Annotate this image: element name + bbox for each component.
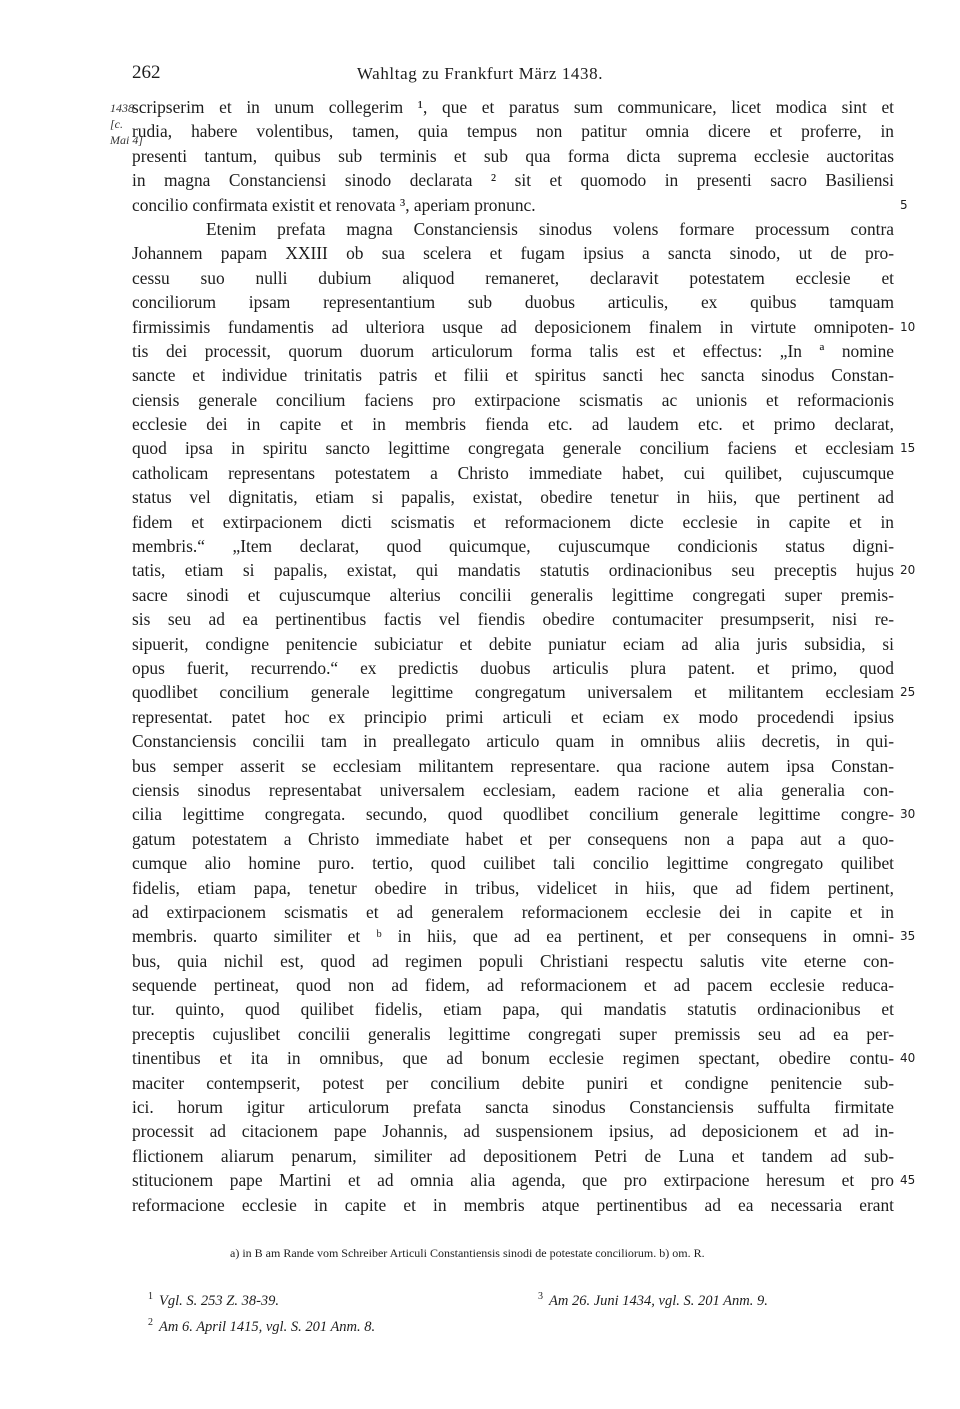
text-line [132, 607, 894, 631]
text-line [132, 802, 916, 826]
text-line [132, 1119, 894, 1143]
text-line-content: status vel dignitatis, etiam si papalis, existat, obedire tenetur in hiis, que pertinent ad [132, 487, 894, 508]
text-line-content: quod ipsa in spiritu sancto legittime congregata generale concilium faciens et ecclesiam [132, 438, 894, 459]
text-line [132, 656, 894, 680]
text-line [132, 217, 894, 241]
margin-date-year: 1438 [110, 101, 134, 115]
text-line [132, 778, 894, 802]
footnote [148, 1286, 375, 1312]
text-line-content: tur. quinto, quod quilibet fidelis, etiam papa, qui mandatis statutis ordinacionibus et [132, 999, 894, 1020]
line-number: 35 [900, 929, 916, 944]
text-line-content: Etenim prefata magna Constanciensis sinodus volens formare processum contra [206, 218, 894, 239]
text-line-content: stitucionem pape Martini et ad omnia alia agenda, que pro extirpacione heresum et pro [132, 1170, 894, 1191]
text-line [132, 1022, 894, 1046]
line-number: 25 [900, 685, 916, 700]
text-line [132, 949, 894, 973]
text-line [132, 461, 894, 485]
text-line-content: membris. quarto similiter et ᵇ in hiis, que ad ea pertinent, et per consequens in omni- [132, 926, 894, 947]
body-text [132, 95, 916, 1217]
footnote-mark: 3 [538, 1291, 543, 1302]
text-line-content: ciensis sinodus representabat universalem ecclesiam, eadem racione et alia generalia con- [132, 779, 894, 800]
text-line [132, 1046, 916, 1070]
text-line [132, 95, 894, 119]
footnotes-left [148, 1286, 375, 1338]
footnote-text: Am 6. April 1415, vgl. S. 201 Anm. 8. [159, 1318, 376, 1335]
text-line [132, 583, 894, 607]
text-line [132, 168, 894, 192]
page-number: 262 [132, 62, 161, 83]
text-line [132, 241, 894, 265]
text-line-content: presenti tantum, quibus sub terminis et sub qua forma dicta suprema ecclesie auctoritas [132, 145, 894, 166]
line-number: 40 [900, 1051, 916, 1066]
text-line-content: ciensis generale concilium faciens pro extirpacione scismatis ac unionis et reformacionis [132, 389, 894, 410]
text-line-content: firmissimis fundamentis ad ulteriora usque ad deposicionem finalem in virtute omnipoten- [132, 316, 894, 337]
text-line-content: conciliorum ipsam representantium sub duobus articulis, ex quibus tamquam [132, 292, 894, 313]
text-line-content: reformacione ecclesie in capite et in membris atque pertinentibus ad ea necessaria erant [132, 1194, 894, 1215]
text-line-content: Johannem papam XXIII ob sua scelera et fugam ipsius a sancta sinodo, ut de pro- [132, 243, 894, 264]
running-title: Wahltag zu Frankfurt März 1438. [356, 64, 604, 83]
text-line [132, 851, 894, 875]
text-line-content: processit ad citacionem pape Johannis, ad suspensionem ipsius, ad deposicionem et ad in- [132, 1121, 894, 1142]
text-line [132, 339, 894, 363]
text-line [132, 705, 894, 729]
text-line-content: cessu suo nulli dubium aliquod remaneret, declaravit potestatem ecclesie et [132, 267, 894, 288]
text-line [132, 315, 916, 339]
text-line-content: sequende pertineat, quod non ad fidem, ad reformacionem et ad pacem ecclesie reduca- [132, 975, 894, 996]
text-line-content: tinentibus et ita in omnibus, que ad bonum ecclesie regimen spectant, obedire contu- [132, 1048, 894, 1069]
text-line-content: maciter contempserit, potest per concilium debite puniri et condigne penitencie sub- [132, 1072, 894, 1093]
footnote [148, 1312, 375, 1338]
line-number: 20 [900, 563, 916, 578]
line-number: 45 [900, 1173, 916, 1188]
text-line [132, 680, 916, 704]
text-line [132, 144, 894, 168]
text-line [132, 973, 894, 997]
text-line-content: catholicam representans potestatem a Christo immediate habet, cui quilibet, cujuscumque [132, 462, 894, 483]
text-line [132, 632, 894, 656]
text-line [132, 900, 894, 924]
text-line [132, 193, 908, 217]
footnote-text: Vgl. S. 253 Z. 38-39. [159, 1292, 280, 1309]
text-line [132, 363, 894, 387]
text-line-content: bus semper asserit se ecclesiam militantem representare. qua racione autem ipsa Constan- [132, 755, 894, 776]
text-line [132, 924, 916, 948]
text-line [132, 754, 894, 778]
text-line-content: fidem et extirpacionem dicti scismatis et reformacionem dicte ecclesie in capite et in [132, 511, 894, 532]
text-line-content: ici. horum igitur articulorum prefata sancta sinodus Constanciensis suffulta firmitate [132, 1097, 894, 1118]
margin-date-day: Mai 4] [110, 133, 143, 147]
text-line [132, 827, 894, 851]
text-line [132, 1071, 894, 1095]
text-line-content: in magna Constanciensi sinodo declarata ² sit et quomodo in presenti sacro Basiliensi [132, 170, 894, 191]
text-line [132, 534, 894, 558]
text-line-content: rudia, habere volentibus, tamen, quia tempus non patitur omnia dicere et proferre, in [132, 121, 894, 142]
text-line-content: quodlibet concilium generale legittime congregatum universalem et militantem ecclesiam [132, 682, 894, 703]
text-line-content: ad extirpacionem scismatis et ad generalem reformacionem ecclesie dei in capite et in [132, 901, 894, 922]
text-line [132, 412, 894, 436]
text-line-content: concilio confirmata existit et renovata ³, aperiam pronunc. [132, 194, 536, 215]
text-line-content: sis seu ad ea pertinentibus factis vel fiendis obedire contumaciter presumpserit, nisi re- [132, 609, 894, 630]
footnote-text: Am 26. Juni 1434, vgl. S. 201 Anm. 9. [549, 1292, 768, 1309]
text-line [132, 436, 916, 460]
text-line-content: sancte et individue trinitatis patris et filii et spiritus sancti hec sancta sinodus Constan- [132, 365, 894, 386]
text-line [132, 1168, 916, 1192]
text-line-content: tis dei processit, quorum duorum articulorum forma talis est et effectus: „In ª nomine [132, 340, 894, 361]
text-line [132, 290, 894, 314]
line-number: 5 [900, 197, 908, 212]
text-line [132, 876, 894, 900]
line-number: 30 [900, 807, 916, 822]
text-line-content: bus, quia nichil est, quod ad regimen populi Christiani respectu salutis vite eterne con- [132, 950, 894, 971]
footnote [538, 1286, 768, 1312]
text-line-content: sacre sinodi et cujuscumque alterius concilii generalis legittime congregati super premis- [132, 584, 894, 605]
text-line [132, 510, 894, 534]
text-line [132, 729, 894, 753]
text-line-content: cumque alio homine puro. tertio, quod cuilibet tali concilio legittime congregato quilibet [132, 853, 894, 874]
text-line-content: tatis, etiam si papalis, existat, qui mandatis statutis ordinacionibus seu preceptis hujus [132, 560, 894, 581]
text-line [132, 558, 916, 582]
text-line-content: sipuerit, condigne penitencie subiciatur et debite puniatur eciam ad alia juris subsidia, si [132, 633, 894, 654]
text-line [132, 388, 894, 412]
text-line-content: opus fuerit, recurrendo.“ ex predictis duobus articulis plura patent. et primo, quod [132, 657, 894, 678]
text-line-content: representat. patet hoc ex principio primi articuli et eciam ex modo procedendi ipsius [132, 706, 894, 727]
line-number: 15 [900, 441, 916, 456]
text-line [132, 997, 894, 1021]
line-number: 10 [900, 319, 916, 334]
text-line-content: ecclesie dei in capite et in membris fienda etc. ad laudem etc. et primo declarat, [132, 414, 894, 435]
text-line-content: cilia legittime congregata. secundo, quod quodlibet concilium generale legittime congre- [132, 804, 894, 825]
text-line [132, 119, 894, 143]
text-line-content: scripserim et in unum collegerim ¹, que et paratus sum communicare, licet modica sint et [132, 97, 894, 117]
text-line-content: gatum potestatem a Christo immediate habet et per consequens non a papa aut a quo- [132, 828, 894, 849]
text-line [132, 1144, 894, 1168]
text-line-content: flictionem aliarum penarum, similiter ad depositionem Petri de Luna et tandem ad sub- [132, 1145, 894, 1166]
text-line [132, 485, 894, 509]
footnotes-right [538, 1286, 768, 1312]
text-line-content: preceptis cujuslibet concilii generalis legittime congregati super premissis seu ad ea per- [132, 1023, 894, 1044]
margin-date-circa: [c. [110, 117, 123, 131]
footnote-mark: 2 [148, 1316, 153, 1328]
footnote-mark: 1 [148, 1291, 153, 1302]
critical-apparatus: a) in B am Rande vom Schreiber Articuli Constantiensis sinodi de potestate conciliorum. b) om. R. [230, 1246, 705, 1260]
text-line-content: membris.“ „Item declarat, quod quicumque, cujuscumque condicionis status digni- [132, 536, 894, 557]
text-line [132, 1193, 894, 1217]
text-line [132, 266, 894, 290]
text-line-content: Constanciensis concilii tam in preallegato articulo quam in omnibus aliis decretis, in qui- [132, 731, 894, 752]
text-line-content: fidelis, etiam papa, tenetur obedire in tribus, videlicet in hiis, que ad fidem pertinent, [132, 877, 894, 898]
text-line [132, 1095, 894, 1119]
